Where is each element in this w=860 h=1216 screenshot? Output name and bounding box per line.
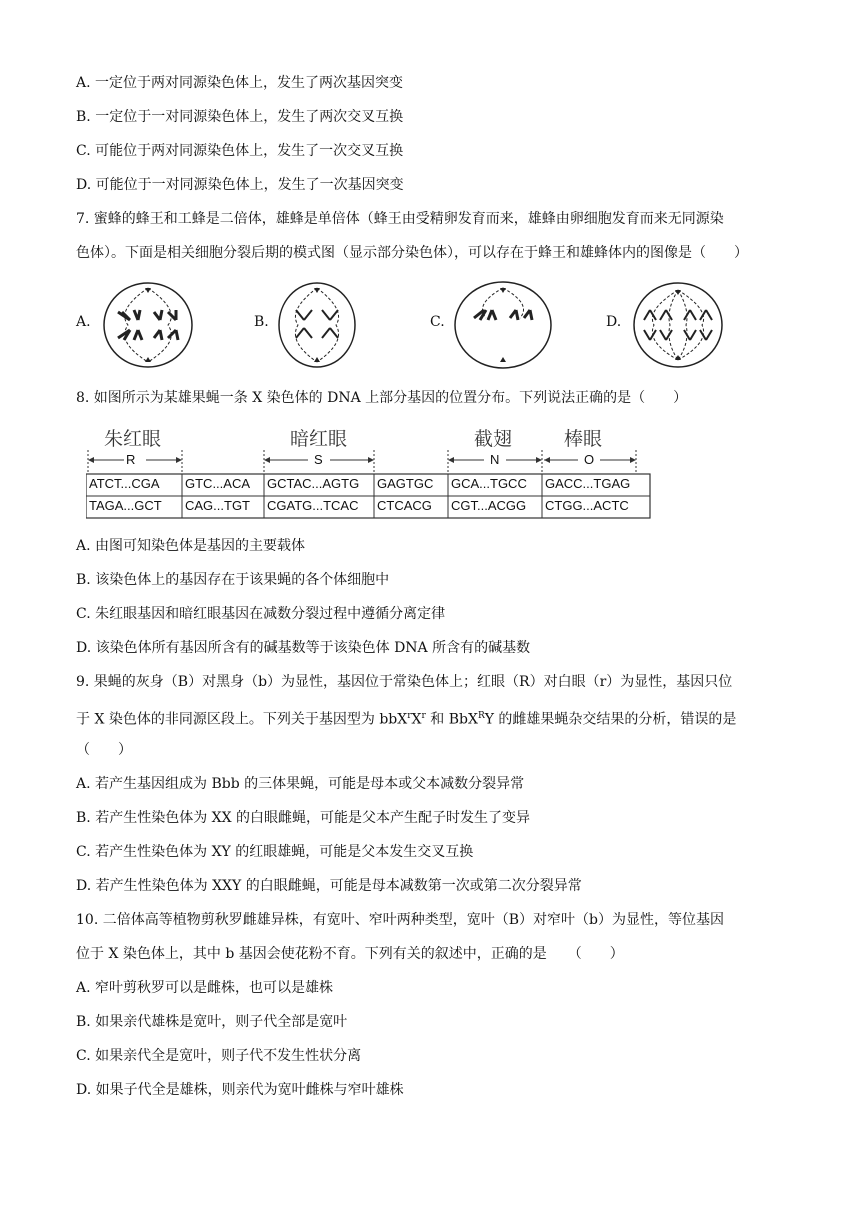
cell-image-c — [450, 280, 556, 370]
q7-label-a: A. — [76, 314, 91, 330]
seq-top-1: ATCT...CGA — [89, 476, 160, 491]
q9-option-a: A. 若产生基因组成为 Bbb 的三体果蝇，可能是母本或父本减数分裂异常 — [76, 776, 525, 792]
gene-symbol-n: N — [490, 452, 500, 467]
q7-label-c: C. — [430, 314, 445, 330]
seq-top-2: GTC...ACA — [185, 476, 251, 491]
q8-option-b: B. 该染色体上的基因存在于该果蝇的各个体细胞中 — [76, 572, 390, 588]
q7-label-b: B. — [254, 314, 269, 330]
seq-bottom-5: CGT...ACGG — [451, 498, 527, 513]
q8-option-d: D. 该染色体所有基因所含有的碱基数等于该染色体 DNA 所含有的碱基数 — [76, 640, 531, 656]
q10-option-b: B. 如果亲代雄株是宽叶，则子代全部是宽叶 — [76, 1014, 348, 1030]
q6-option-a: A. 一定位于两对同源染色体上，发生了两次基因突变 — [76, 75, 404, 91]
gene-name-zhuhongyan: 朱红眼 — [104, 428, 162, 450]
q8-option-a: A. 由图可知染色体是基因的主要载体 — [76, 538, 306, 554]
q9-option-b: B. 若产生性染色体为 XX 的白眼雌蝇，可能是父本产生配子时发生了变异 — [76, 810, 531, 826]
seq-top-5: GCA...TGCC — [451, 476, 527, 491]
seq-bottom-2: CAG...TGT — [185, 498, 250, 513]
gene-symbol-r: R — [126, 452, 136, 467]
q10-stem-line1: 10. 二倍体高等植物剪秋罗雌雄异株，有宽叶、窄叶两种类型，宽叶（B）对窄叶（b）为显性，等位基因 — [76, 912, 724, 928]
seq-bottom-3: CGATG...TCAC — [267, 498, 359, 513]
seq-bottom-6: CTGG...ACTC — [545, 498, 629, 513]
q9-answer-paren: （ ） — [76, 742, 132, 758]
q10-option-c: C. 如果亲代全是宽叶，则子代不发生性状分离 — [76, 1048, 362, 1064]
q10-option-a: A. 窄叶剪秋罗可以是雌株，也可以是雄株 — [76, 980, 334, 996]
seq-top-4: GAGTGC — [377, 476, 434, 491]
seq-top-3: GCTAC...AGTG — [267, 476, 360, 491]
gene-name-jiechi: 截翅 — [474, 428, 513, 450]
cell-image-a — [98, 280, 198, 370]
seq-bottom-1: TAGA...GCT — [89, 498, 162, 513]
q9-stem-line2: 于 X 染色体的非同源区段上。下列关于基因型为 $bbX^rX^r$ 和 BbX$^R$Y 的雌雄果蝇杂交结果的分析，错误的是 — [76, 711, 737, 728]
q10-stem-line2: 位于 X 染色体上，其中 b 基因会使花粉不育。下列有关的叙述中，正确的是 （ ） — [76, 946, 624, 962]
gene-symbol-o: O — [584, 452, 595, 467]
q7-stem-line2: 色体）。下面是相关细胞分裂后期的模式图（显示部分染色体），可以存在于蜂王和雄蜂体内的图像是（ ） — [76, 245, 748, 261]
seq-top-6: GACC...TGAG — [545, 476, 631, 491]
cell-image-d — [628, 280, 728, 370]
q7-cell-figures — [76, 280, 796, 370]
q9-option-c: C. 若产生性染色体为 XY 的红眼雄蝇，可能是父本发生交叉互换 — [76, 844, 474, 860]
gene-name-bangyan: 棒眼 — [564, 428, 603, 450]
q9-stem-line1: 9. 果蝇的灰身（B）对黑身（b）为显性，基因位于常染色体上；红眼（R）对白眼（r）为显性，基因只位 — [76, 674, 733, 690]
gene-name-anhongyan: 暗红眼 — [290, 428, 348, 450]
q8-stem: 8. 如图所示为某雄果蝇一条 X 染色体的 DNA 上部分基因的位置分布。下列说法正确的是（ ） — [76, 390, 688, 406]
q6-option-d: D. 可能位于一对同源染色体上，发生了一次基因突变 — [76, 177, 404, 193]
q7-stem-line1: 7. 蜜蜂的蜂王和工蜂是二倍体，雄蜂是单倍体（蜂王由受精卵发育而来，雄蜂由卵细胞发育而来无同源染 — [76, 211, 724, 227]
q6-option-c: C. 可能位于两对同源染色体上，发生了一次交叉互换 — [76, 143, 404, 159]
q8-option-c: C. 朱红眼基因和暗红眼基因在减数分裂过程中遵循分离定律 — [76, 606, 446, 622]
gene-symbol-s: S — [314, 452, 323, 467]
q9-option-d: D. 若产生性染色体为 XXY 的白眼雌蝇，可能是母本减数第一次或第二次分裂异常 — [76, 878, 582, 894]
q6-option-b: B. 一定位于一对同源染色体上，发生了两次交叉互换 — [76, 109, 404, 125]
q10-option-d: D. 如果子代全是雄株，则亲代为宽叶雌株与窄叶雄株 — [76, 1082, 404, 1098]
seq-bottom-4: CTCACG — [377, 498, 432, 513]
dna-gene-diagram — [86, 424, 652, 520]
q7-label-d: D. — [606, 314, 622, 330]
cell-image-b — [274, 280, 360, 370]
